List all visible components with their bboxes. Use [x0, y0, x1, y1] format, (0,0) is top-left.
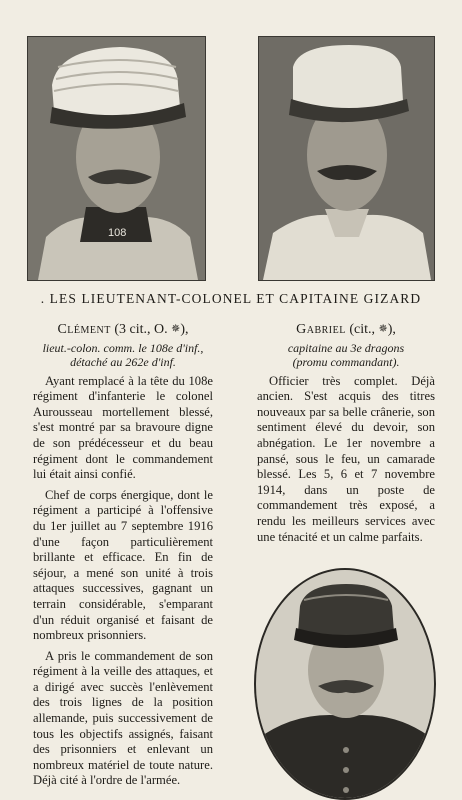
- column-clement: [33, 322, 213, 789]
- paragraph-gabriel-1: Officier très complet. Déjà ancien. S'est acquis des titres nouveaux par sa belle crânerie, son sentiment élevé du devoir, son abnégation. Le 1er novembre a pansé, sous le feu, un camarade blessé. Les 5, 6 et 7 novembre 1914, dans un poste de commandement très exposé, a rendu les meilleurs services avec une ténacité et un calme parfaits.: [257, 373, 435, 544]
- citation-clement: (3 cit., O.: [114, 322, 168, 337]
- name-heading-gabriel: [257, 322, 435, 339]
- cross-star-icon: ✵: [171, 323, 181, 335]
- rank-line2-clement: détaché au 262e d'inf.: [70, 354, 176, 369]
- name-heading-clement: [33, 322, 213, 339]
- paragraph-clement-2: Chef de corps énergique, dont le régiment a participé à l'offensive du 1er juillet au 7 septembre 1916 d'une façon particulièrement brillante et efficace. En fin de séjour, a mené son unité à trois attaques successives, gagnant un terrain considérable, s'emparant d'un réduit organisé et faisant de nombreux prisonniers.: [33, 487, 213, 643]
- name-clement: Clément: [57, 322, 111, 337]
- photo-caption: . LES LIEUTENANT-COLONEL ET CAPITAINE GIZARD: [40, 291, 422, 306]
- column-gizard: [257, 322, 435, 545]
- paragraph-clement-1: Ayant remplacé à la tête du 108e régiment d'infanterie le colonel Aurousseau mortellement blessé, s'est montré par sa bravoure digne de son prédécesseur et du beau régiment dont le commandement lui était ainsi confié.: [33, 373, 213, 482]
- citation-gabriel: (cit.,: [349, 322, 375, 337]
- name-gabriel: Gabriel: [296, 322, 346, 337]
- collar-number: 108: [108, 227, 127, 239]
- citation-close-gabriel: ),: [387, 322, 396, 337]
- rank-line2-gabriel: (promu commandant).: [292, 354, 400, 369]
- paragraph-clement-3: A pris le commandement de son régiment à la veille des attaques, et a dirigé avec succès l'enlèvement des trois lignes de la position allemande, puis successivement de tous les objectifs assignés, faisant des prisonniers et enlevant un nombreux matériel de toute nature. Déjà cité à l'ordre de l'armée.: [33, 648, 213, 788]
- photo-oval-portrait: [254, 568, 436, 800]
- citation-close-clement: ),: [180, 322, 189, 337]
- photo-lieutenant-colonel-clement: [27, 36, 206, 281]
- rank-line1-clement: lieut.-colon. comm. le 108e d'inf.,: [42, 340, 204, 355]
- rank-line1-gabriel: capitaine au 3e dragons: [287, 340, 405, 355]
- cross-star-icon: ✵: [378, 323, 388, 335]
- photo-capitaine-gizard: [258, 36, 435, 281]
